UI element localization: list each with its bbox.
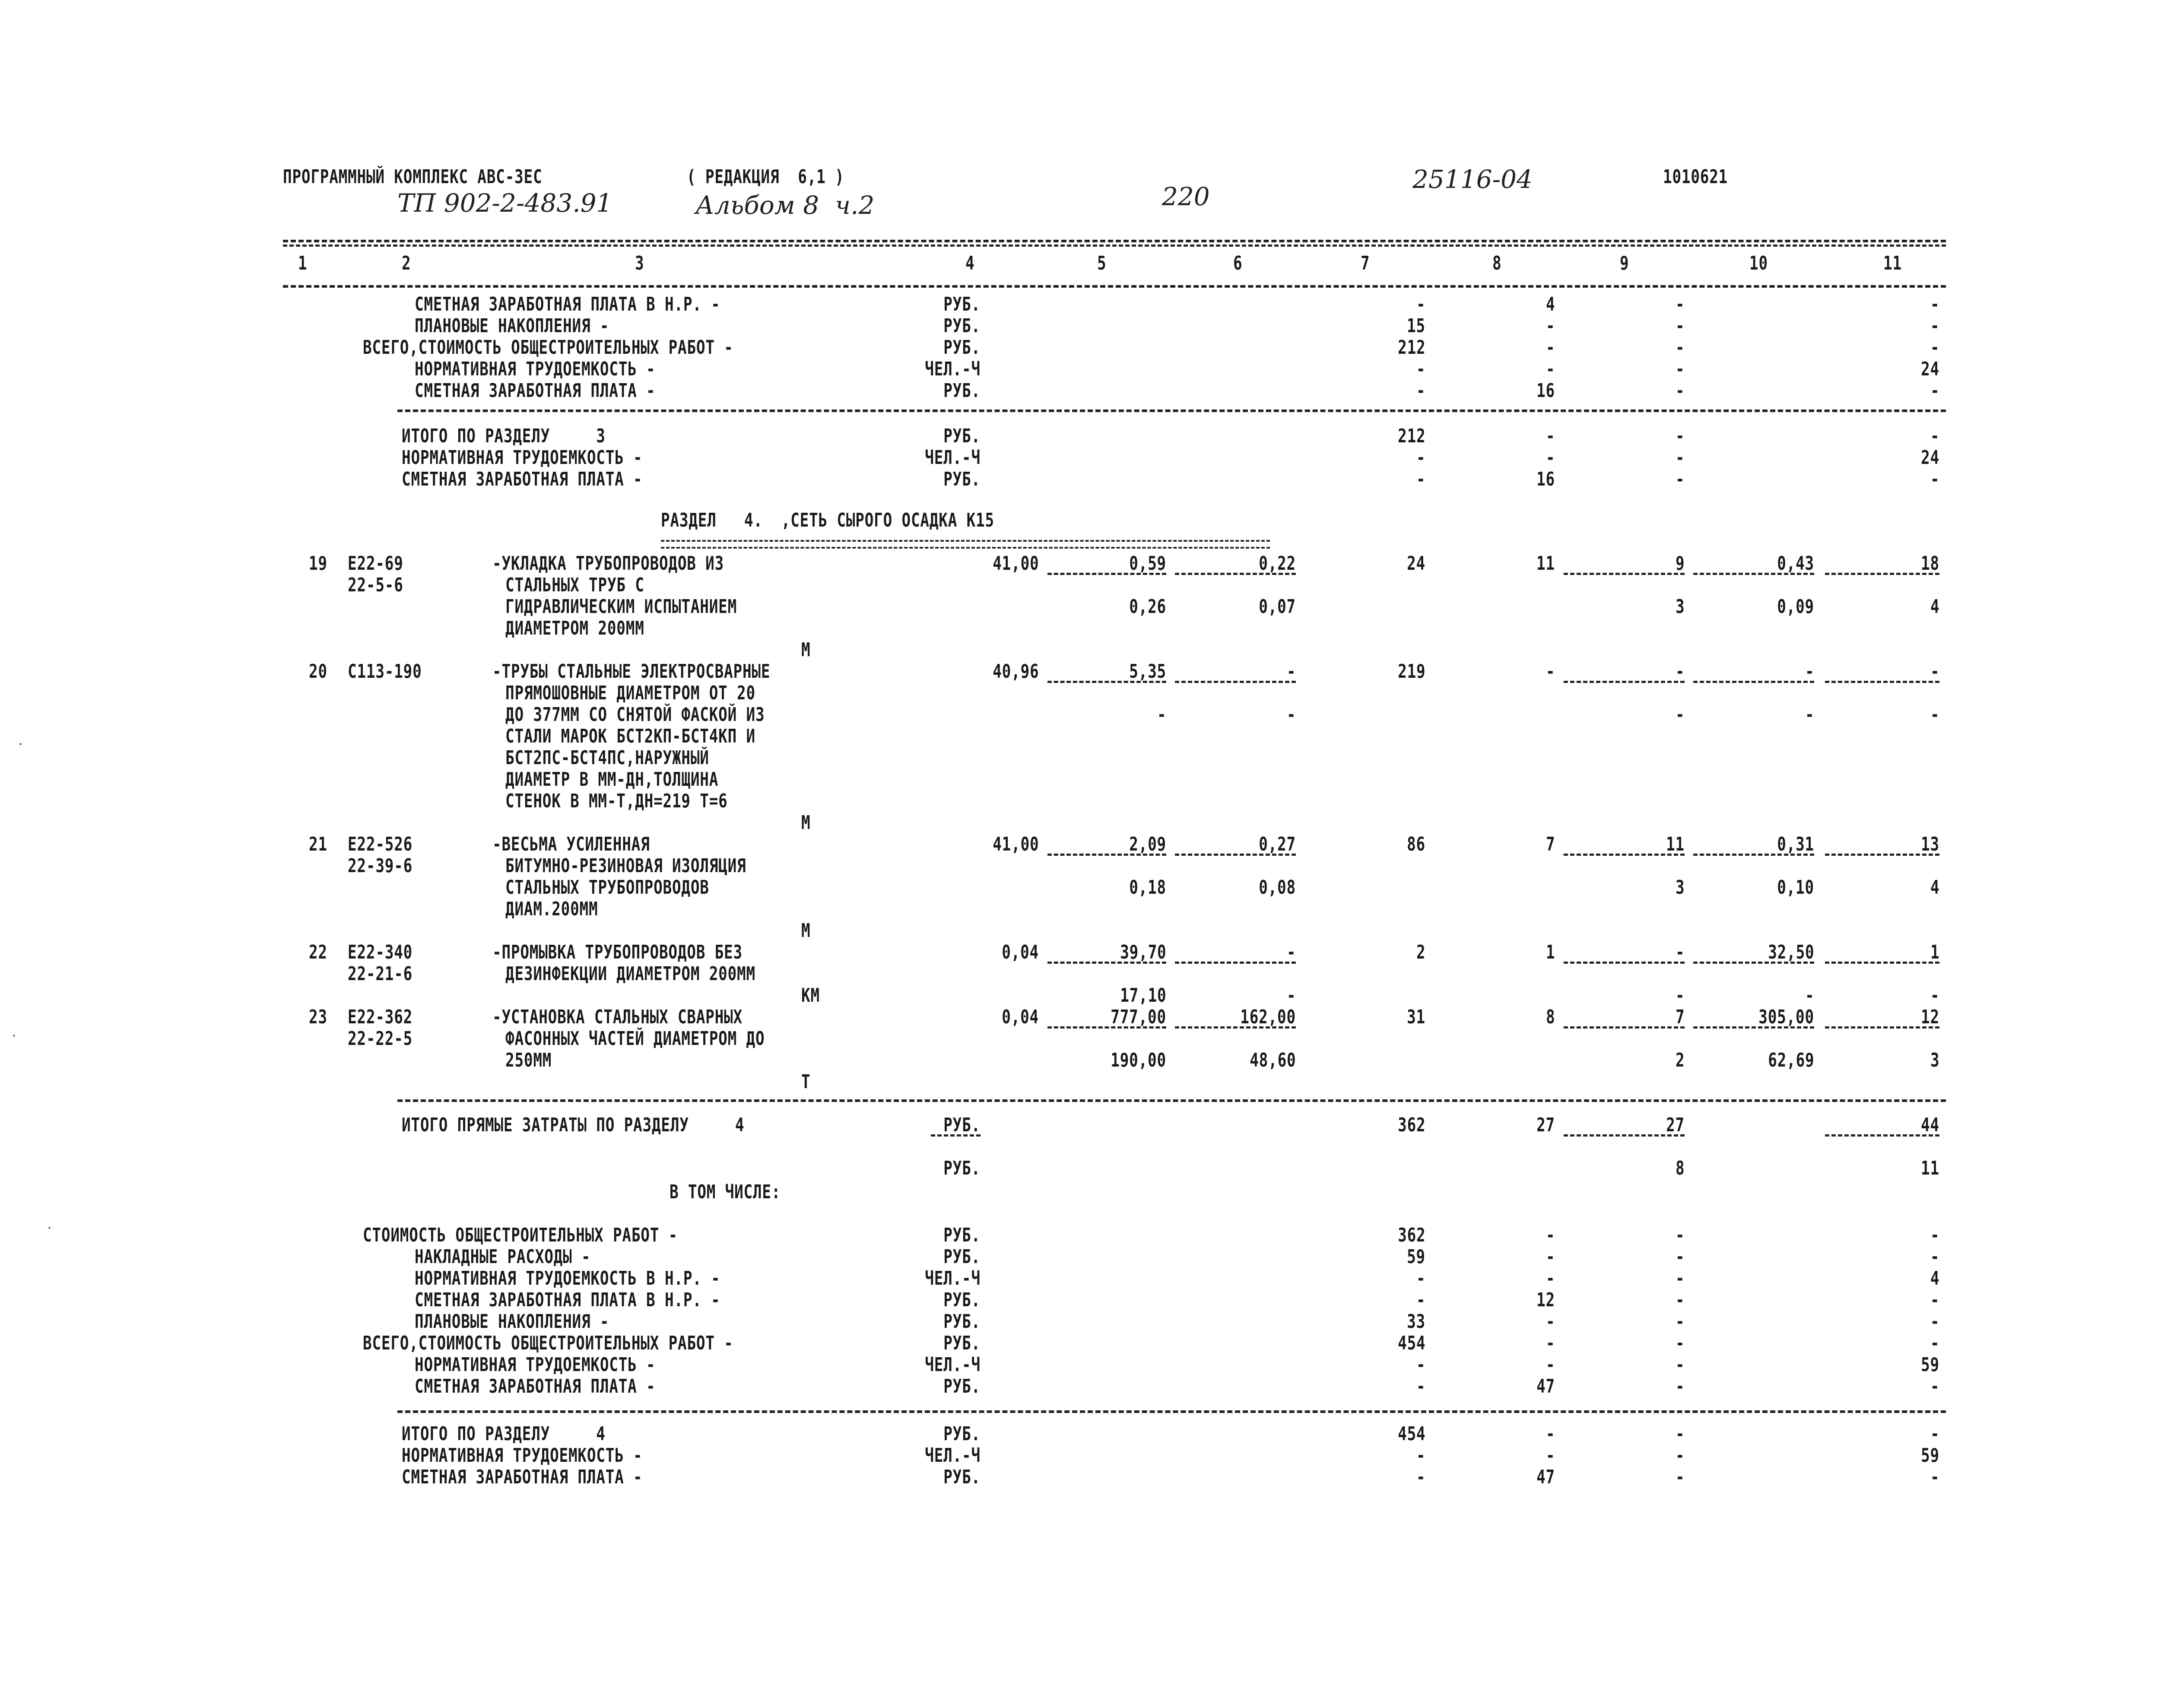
item-subcode: 22-22-5 (348, 1028, 413, 1050)
item-col5-wages: - (1157, 704, 1166, 726)
total-row-label: НОРМАТИВНАЯ ТРУДОЕМКОСТЬ - (402, 447, 643, 469)
fraction-rule (1047, 1026, 1166, 1029)
column-number: 5 (1097, 252, 1107, 274)
item-subcode: 22-21-6 (348, 963, 413, 985)
total-row-col9: - (1675, 468, 1685, 490)
summary-row-col11: - (1930, 1332, 1939, 1354)
item-col5-wages: 0,26 (1129, 596, 1166, 618)
total-row-col9: - (1675, 447, 1685, 469)
item-description-line: СТАЛИ МАРОК БСТ2КП-БСТ4КП И (505, 725, 755, 747)
item-col6-total: 162,00 (1240, 1006, 1296, 1028)
summary-row-col9: - (1675, 1354, 1685, 1376)
total-row-col7: - (1416, 1466, 1425, 1488)
item-col10-total: 305,00 (1758, 1006, 1814, 1028)
summary-row-col7: - (1416, 1289, 1425, 1311)
item-col11-wages: 4 (1930, 596, 1939, 618)
item-description-line: 250ММ (505, 1049, 552, 1071)
item-col11-wages: 3 (1930, 1049, 1939, 1071)
total-row-unit: РУБ. (943, 1466, 981, 1488)
summary-row-label: СМЕТНАЯ ЗАРАБОТНАЯ ПЛАТА - (415, 380, 656, 402)
summary-row-col9: - (1675, 1311, 1685, 1333)
summary-row-label: ВСЕГО,СТОИМОСТЬ ОБЩЕСТРОИТЕЛЬНЫХ РАБОТ - (363, 1332, 733, 1354)
item-col10-total: 0,43 (1777, 552, 1814, 575)
edition-label: ( РЕДАКЦИЯ 6,1 ) (687, 166, 844, 188)
summary-row-unit: РУБ. (943, 315, 981, 337)
fraction-rule (1693, 854, 1814, 856)
item-col10-wages: 0,10 (1777, 876, 1814, 898)
fraction-rule (1175, 854, 1296, 856)
item-description-line: -УКЛАДКА ТРУБОПРОВОДОВ ИЗ (492, 552, 724, 575)
item-code: Е22-340 (348, 941, 413, 963)
summary-row-col7: - (1416, 293, 1425, 315)
handwritten-page-number: 220 (1162, 182, 1210, 211)
total-row-col11: - (1930, 468, 1939, 490)
item-col10-total: 32,50 (1768, 941, 1814, 963)
item-unit: М (801, 639, 811, 661)
item-description-line: СТАЛЬНЫХ ТРУБ С (505, 574, 644, 596)
item-col8: 1 (1546, 941, 1555, 963)
fraction-rule (1564, 573, 1685, 575)
scan-speck (13, 1035, 15, 1037)
fraction-rule (1693, 681, 1814, 683)
fraction-rule (1693, 573, 1814, 575)
summary-row-label: ПЛАНОВЫЕ НАКОПЛЕНИЯ - (415, 315, 609, 337)
total-row-col7: 454 (1397, 1423, 1425, 1445)
item-col7: 86 (1407, 833, 1425, 855)
fraction-rule (931, 1134, 981, 1137)
summary-row-col8: - (1546, 1224, 1555, 1246)
fraction-rule (1825, 1026, 1939, 1029)
summary-row-unit: РУБ. (943, 1224, 981, 1246)
summary-row-col7: - (1416, 380, 1425, 402)
summary-row-unit: ЧЕЛ.-Ч (925, 1267, 981, 1289)
fraction-rule (1047, 573, 1166, 575)
direct-costs-col11: 44 (1921, 1114, 1939, 1136)
total-row-label: СМЕТНАЯ ЗАРАБОТНАЯ ПЛАТА - (402, 468, 643, 490)
total-row-col8: 47 (1536, 1466, 1555, 1488)
summary-row-col9: - (1675, 315, 1685, 337)
section-title: РАЗДЕЛ 4. ,СЕТЬ СЫРОГО ОСАДКА К15 (661, 509, 994, 531)
header-top-rule (283, 240, 1946, 242)
column-number: 1 (298, 252, 308, 274)
direct-costs-col8: 27 (1536, 1114, 1555, 1136)
direct-costs-unit: РУБ. (943, 1114, 981, 1136)
fraction-rule (1825, 854, 1939, 856)
summary-row-col11: - (1930, 380, 1939, 402)
document-code: 1010621 (1663, 166, 1728, 188)
summary-row-col11: - (1930, 1311, 1939, 1333)
item-col5-total: 5,35 (1129, 660, 1166, 683)
total-row-col8: - (1546, 425, 1555, 447)
fraction-rule (1175, 573, 1296, 575)
column-number: 8 (1492, 252, 1502, 274)
summary-row-unit: РУБ. (943, 293, 981, 315)
fraction-rule (1564, 854, 1685, 856)
summary-row-col9: - (1675, 1289, 1685, 1311)
summary-row-label: НОРМАТИВНАЯ ТРУДОЕМКОСТЬ - (415, 1354, 656, 1376)
total-row-col9: - (1675, 425, 1685, 447)
item-col9-total: 11 (1666, 833, 1685, 855)
item-description-line: ПРЯМОШОВНЫЕ ДИАМЕТРОМ ОТ 20 (505, 682, 755, 704)
item-col11-total: 12 (1921, 1006, 1939, 1028)
item-description-line: ДО 377ММ СО СНЯТОЙ ФАСКОЙ ИЗ (505, 704, 765, 726)
summary-row-col7: 33 (1407, 1311, 1425, 1333)
summary-row-label: СТОИМОСТЬ ОБЩЕСТРОИТЕЛЬНЫХ РАБОТ - (363, 1224, 678, 1246)
item-col5-total: 2,09 (1129, 833, 1166, 855)
fraction-rule (1175, 1026, 1296, 1029)
summary-row-label: СМЕТНАЯ ЗАРАБОТНАЯ ПЛАТА - (415, 1375, 656, 1397)
summary-row-col7: 212 (1397, 337, 1425, 359)
total-row-col11: - (1930, 425, 1939, 447)
total-row-col8: - (1546, 1444, 1555, 1467)
fraction-rule (1047, 962, 1166, 964)
column-number: 3 (635, 252, 644, 274)
summary-row-col8: - (1546, 1354, 1555, 1376)
item-col10-wages: - (1805, 704, 1814, 726)
summary-row-col9: - (1675, 293, 1685, 315)
summary-row-col8: - (1546, 337, 1555, 359)
fraction-rule (1825, 1134, 1939, 1137)
item-number: 19 (309, 552, 327, 575)
item-col11-wages: - (1930, 704, 1939, 726)
item-description-line: ДИАМ.200ММ (505, 898, 598, 920)
column-number: 10 (1749, 252, 1768, 274)
item-col8: 11 (1536, 552, 1555, 575)
item-unit: Т (801, 1071, 811, 1093)
item-description-line: ФАСОННЫХ ЧАСТЕЙ ДИАМЕТРОМ ДО (505, 1028, 765, 1050)
total-row-col7: - (1416, 447, 1425, 469)
item-col11-wages: - (1930, 984, 1939, 1006)
item-description-line: СТАЛЬНЫХ ТРУБОПРОВОДОВ (505, 876, 709, 898)
direct-costs-col11-wages: 11 (1921, 1157, 1939, 1179)
summary-row-unit: РУБ. (943, 1246, 981, 1268)
direct-costs-unit-wages: РУБ. (943, 1157, 981, 1179)
item-unit: М (801, 920, 811, 942)
column-number: 7 (1361, 252, 1370, 274)
item-subcode: 22-39-6 (348, 855, 413, 877)
item-col11-total: 1 (1930, 941, 1939, 963)
summary-row-col9: - (1675, 380, 1685, 402)
section-total-rule (397, 410, 1946, 412)
item-quantity: 0,04 (1002, 941, 1039, 963)
item-col5-total: 0,59 (1129, 552, 1166, 575)
summary-row-col9: - (1675, 1332, 1685, 1354)
total-row-col9: - (1675, 1466, 1685, 1488)
column-number: 6 (1233, 252, 1243, 274)
item-col5-total: 777,00 (1111, 1006, 1166, 1028)
item-description-line: ГИДРАВЛИЧЕСКИМ ИСПЫТАНИЕМ (505, 596, 737, 618)
direct-costs-col9-wages: 8 (1675, 1157, 1685, 1179)
item-col10-wages: 62,69 (1768, 1049, 1814, 1071)
summary-row-col11: - (1930, 1289, 1939, 1311)
item-col10-total: - (1805, 660, 1814, 683)
total-row-col11: 24 (1921, 447, 1939, 469)
item-code: Е22-69 (348, 552, 403, 575)
summary-row-col11: - (1930, 315, 1939, 337)
item-quantity: 40,96 (992, 660, 1039, 683)
item-col9-total: - (1675, 941, 1685, 963)
item-number: 20 (309, 660, 327, 683)
total-row-label: НОРМАТИВНАЯ ТРУДОЕМКОСТЬ - (402, 1444, 643, 1467)
fraction-rule (1175, 962, 1296, 964)
summary-row-col11: - (1930, 1375, 1939, 1397)
summary-row-col9: - (1675, 358, 1685, 380)
summary-row-label: ПЛАНОВЫЕ НАКОПЛЕНИЯ - (415, 1311, 609, 1333)
summary-row-label: ВСЕГО,СТОИМОСТЬ ОБЩЕСТРОИТЕЛЬНЫХ РАБОТ - (363, 337, 733, 359)
handwritten-project: ТП 902-2-483.91 (397, 188, 612, 218)
summary-row-col11: 59 (1921, 1354, 1939, 1376)
summary-row-col8: - (1546, 1332, 1555, 1354)
item-col11-wages: 4 (1930, 876, 1939, 898)
item-quantity: 41,00 (992, 552, 1039, 575)
section-total-rule (397, 1410, 1946, 1413)
summary-row-label: НАКЛАДНЫЕ РАСХОДЫ - (415, 1246, 591, 1268)
item-col8: 7 (1546, 833, 1555, 855)
summary-row-col9: - (1675, 1267, 1685, 1289)
column-number: 11 (1883, 252, 1902, 274)
summary-row-col8: - (1546, 1246, 1555, 1268)
item-col6-wages: - (1286, 984, 1296, 1006)
item-col7: 2 (1416, 941, 1425, 963)
total-row-unit: ЧЕЛ.-Ч (925, 447, 981, 469)
total-row-label: СМЕТНАЯ ЗАРАБОТНАЯ ПЛАТА - (402, 1466, 643, 1488)
item-number: 21 (309, 833, 327, 855)
item-code: Е22-362 (348, 1006, 413, 1028)
item-col11-total: - (1930, 660, 1939, 683)
item-col9-total: 9 (1675, 552, 1685, 575)
total-row-unit: ЧЕЛ.-Ч (925, 1444, 981, 1467)
summary-row-unit: РУБ. (943, 1332, 981, 1354)
item-col10-total: 0,31 (1777, 833, 1814, 855)
summary-row-col9: - (1675, 337, 1685, 359)
header-bottom-rule (283, 285, 1946, 288)
scan-speck (19, 743, 22, 745)
summary-row-col7: - (1416, 1375, 1425, 1397)
total-row-unit: РУБ. (943, 1423, 981, 1445)
direct-costs-col7: 362 (1397, 1114, 1425, 1136)
total-row-col7: - (1416, 1444, 1425, 1467)
summary-row-col7: - (1416, 1354, 1425, 1376)
item-description-line: БИТУМНО-РЕЗИНОВАЯ ИЗОЛЯЦИЯ (505, 855, 746, 877)
item-col7: 219 (1397, 660, 1425, 683)
summary-row-col8: 16 (1536, 380, 1555, 402)
item-description-line: ДИАМЕТРОМ 200ММ (505, 617, 644, 639)
summary-row-col7: - (1416, 1267, 1425, 1289)
summary-row-col11: 4 (1930, 1267, 1939, 1289)
summary-row-unit: РУБ. (943, 337, 981, 359)
total-row-col11: - (1930, 1466, 1939, 1488)
summary-row-label: СМЕТНАЯ ЗАРАБОТНАЯ ПЛАТА В Н.Р. - (415, 293, 720, 315)
total-row-col11: 59 (1921, 1444, 1939, 1467)
summary-row-col7: 454 (1397, 1332, 1425, 1354)
scan-speck (48, 1227, 51, 1229)
item-quantity: 0,04 (1002, 1006, 1039, 1028)
summary-row-col7: 15 (1407, 315, 1425, 337)
program-name: ПРОГРАММНЫЙ КОМПЛЕКС АВС-3ЕС (283, 166, 543, 188)
fraction-rule (1564, 1026, 1685, 1029)
item-col9-wages: 2 (1675, 1049, 1685, 1071)
item-description-line: СТЕНОК В ММ-Т,ДН=219 Т=6 (505, 790, 728, 812)
item-number: 22 (309, 941, 327, 963)
item-unit: КМ (801, 984, 820, 1006)
column-number: 4 (965, 252, 975, 274)
item-col10-wages: - (1805, 984, 1814, 1006)
item-description-line: -ПРОМЫВКА ТРУБОПРОВОДОВ БЕЗ (492, 941, 743, 963)
column-number: 2 (402, 252, 411, 274)
item-number: 23 (309, 1006, 327, 1028)
summary-row-col8: 4 (1546, 293, 1555, 315)
summary-row-col8: - (1546, 358, 1555, 380)
total-row-col8: - (1546, 1423, 1555, 1445)
item-col6-wages: 48,60 (1249, 1049, 1296, 1071)
item-col8: - (1546, 660, 1555, 683)
summary-row-col7: 59 (1407, 1246, 1425, 1268)
fraction-rule (1564, 962, 1685, 964)
item-col5-wages: 0,18 (1129, 876, 1166, 898)
summary-row-col9: - (1675, 1375, 1685, 1397)
summary-row-col9: - (1675, 1246, 1685, 1268)
direct-costs-rule (397, 1099, 1946, 1102)
including-heading: В ТОМ ЧИСЛЕ: (670, 1181, 781, 1203)
header-top-rule-2 (283, 244, 1946, 247)
total-row-col11: - (1930, 1423, 1939, 1445)
item-col6-total: - (1286, 941, 1296, 963)
total-row-label: ИТОГО ПО РАЗДЕЛУ 4 (402, 1423, 606, 1445)
fraction-rule (1825, 573, 1939, 575)
summary-row-col8: 12 (1536, 1289, 1555, 1311)
summary-row-col8: - (1546, 315, 1555, 337)
direct-costs-label: ИТОГО ПРЯМЫЕ ЗАТРАТЫ ПО РАЗДЕЛУ 4 (402, 1114, 745, 1136)
summary-row-col9: - (1675, 1224, 1685, 1246)
summary-row-col11: - (1930, 1246, 1939, 1268)
handwritten-register-number: 25116-04 (1412, 165, 1533, 194)
fraction-rule (1825, 681, 1939, 683)
summary-row-unit: РУБ. (943, 1311, 981, 1333)
item-col6-wages: 0,08 (1259, 876, 1296, 898)
summary-row-label: СМЕТНАЯ ЗАРАБОТНАЯ ПЛАТА В Н.Р. - (415, 1289, 720, 1311)
summary-row-col11: - (1930, 1224, 1939, 1246)
item-col9-wages: - (1675, 984, 1685, 1006)
summary-row-col8: - (1546, 1311, 1555, 1333)
total-row-col8: 16 (1536, 468, 1555, 490)
item-col7: 24 (1407, 552, 1425, 575)
item-col6-total: 0,22 (1259, 552, 1296, 575)
summary-row-unit: РУБ. (943, 1289, 981, 1311)
total-row-col8: - (1546, 447, 1555, 469)
item-col5-wages: 17,10 (1120, 984, 1166, 1006)
item-description-line: ДИАМЕТР В ММ-ДН,ТОЛЩИНА (505, 768, 719, 791)
item-col9-wages: 3 (1675, 596, 1685, 618)
summary-row-col7: 362 (1397, 1224, 1425, 1246)
total-row-unit: РУБ. (943, 468, 981, 490)
summary-row-unit: ЧЕЛ.-Ч (925, 1354, 981, 1376)
item-col11-total: 13 (1921, 833, 1939, 855)
total-row-col9: - (1675, 1423, 1685, 1445)
item-code: С113-190 (348, 660, 422, 683)
summary-row-col7: - (1416, 358, 1425, 380)
item-description-line: -УСТАНОВКА СТАЛЬНЫХ СВАРНЫХ (492, 1006, 743, 1028)
item-col6-wages: 0,07 (1259, 596, 1296, 618)
item-col10-wages: 0,09 (1777, 596, 1814, 618)
item-col6-total: - (1286, 660, 1296, 683)
summary-row-label: НОРМАТИВНАЯ ТРУДОЕМКОСТЬ - (415, 358, 656, 380)
summary-row-unit: РУБ. (943, 380, 981, 402)
fraction-rule (1564, 1134, 1685, 1137)
fraction-rule (1825, 962, 1939, 964)
item-col5-total: 39,70 (1120, 941, 1166, 963)
item-col9-wages: 3 (1675, 876, 1685, 898)
direct-costs-col9: 27 (1666, 1114, 1685, 1136)
fraction-rule (1564, 681, 1685, 683)
item-description-line: -ТРУБЫ СТАЛЬНЫЕ ЭЛЕКТРОСВАРНЫЕ (492, 660, 771, 683)
item-description-line: БСТ2ПС-БСТ4ПС,НАРУЖНЫЙ (505, 747, 709, 769)
summary-row-col11: 24 (1921, 358, 1939, 380)
item-description-line: ДЕЗИНФЕКЦИИ ДИАМЕТРОМ 200ММ (505, 963, 755, 985)
item-col8: 8 (1546, 1006, 1555, 1028)
fraction-rule (1047, 681, 1166, 683)
summary-row-col11: - (1930, 293, 1939, 315)
item-unit: М (801, 812, 811, 834)
item-col9-total: - (1675, 660, 1685, 683)
summary-row-label: НОРМАТИВНАЯ ТРУДОЕМКОСТЬ В Н.Р. - (415, 1267, 720, 1289)
total-row-col9: - (1675, 1444, 1685, 1467)
item-quantity: 41,00 (992, 833, 1039, 855)
item-code: Е22-526 (348, 833, 413, 855)
item-col9-total: 7 (1675, 1006, 1685, 1028)
total-row-label: ИТОГО ПО РАЗДЕЛУ 3 (402, 425, 606, 447)
handwritten-album: Альбом 8 ч.2 (695, 190, 875, 220)
item-col6-total: 0,27 (1259, 833, 1296, 855)
fraction-rule (1047, 854, 1166, 856)
section-title-underline (661, 540, 1270, 549)
summary-row-unit: ЧЕЛ.-Ч (925, 358, 981, 380)
item-subcode: 22-5-6 (348, 574, 403, 596)
total-row-col7: 212 (1397, 425, 1425, 447)
column-number: 9 (1620, 252, 1629, 274)
summary-row-col11: - (1930, 337, 1939, 359)
item-description-line: -ВЕСЬМА УСИЛЕННАЯ (492, 833, 650, 855)
fraction-rule (1693, 1026, 1814, 1029)
total-row-unit: РУБ. (943, 425, 981, 447)
item-col5-wages: 190,00 (1111, 1049, 1166, 1071)
item-col6-wages: - (1286, 704, 1296, 726)
item-col11-total: 18 (1921, 552, 1939, 575)
summary-row-col8: 47 (1536, 1375, 1555, 1397)
summary-row-col8: - (1546, 1267, 1555, 1289)
fraction-rule (1175, 681, 1296, 683)
total-row-col7: - (1416, 468, 1425, 490)
item-col9-wages: - (1675, 704, 1685, 726)
item-col7: 31 (1407, 1006, 1425, 1028)
fraction-rule (1693, 962, 1814, 964)
summary-row-unit: РУБ. (943, 1375, 981, 1397)
